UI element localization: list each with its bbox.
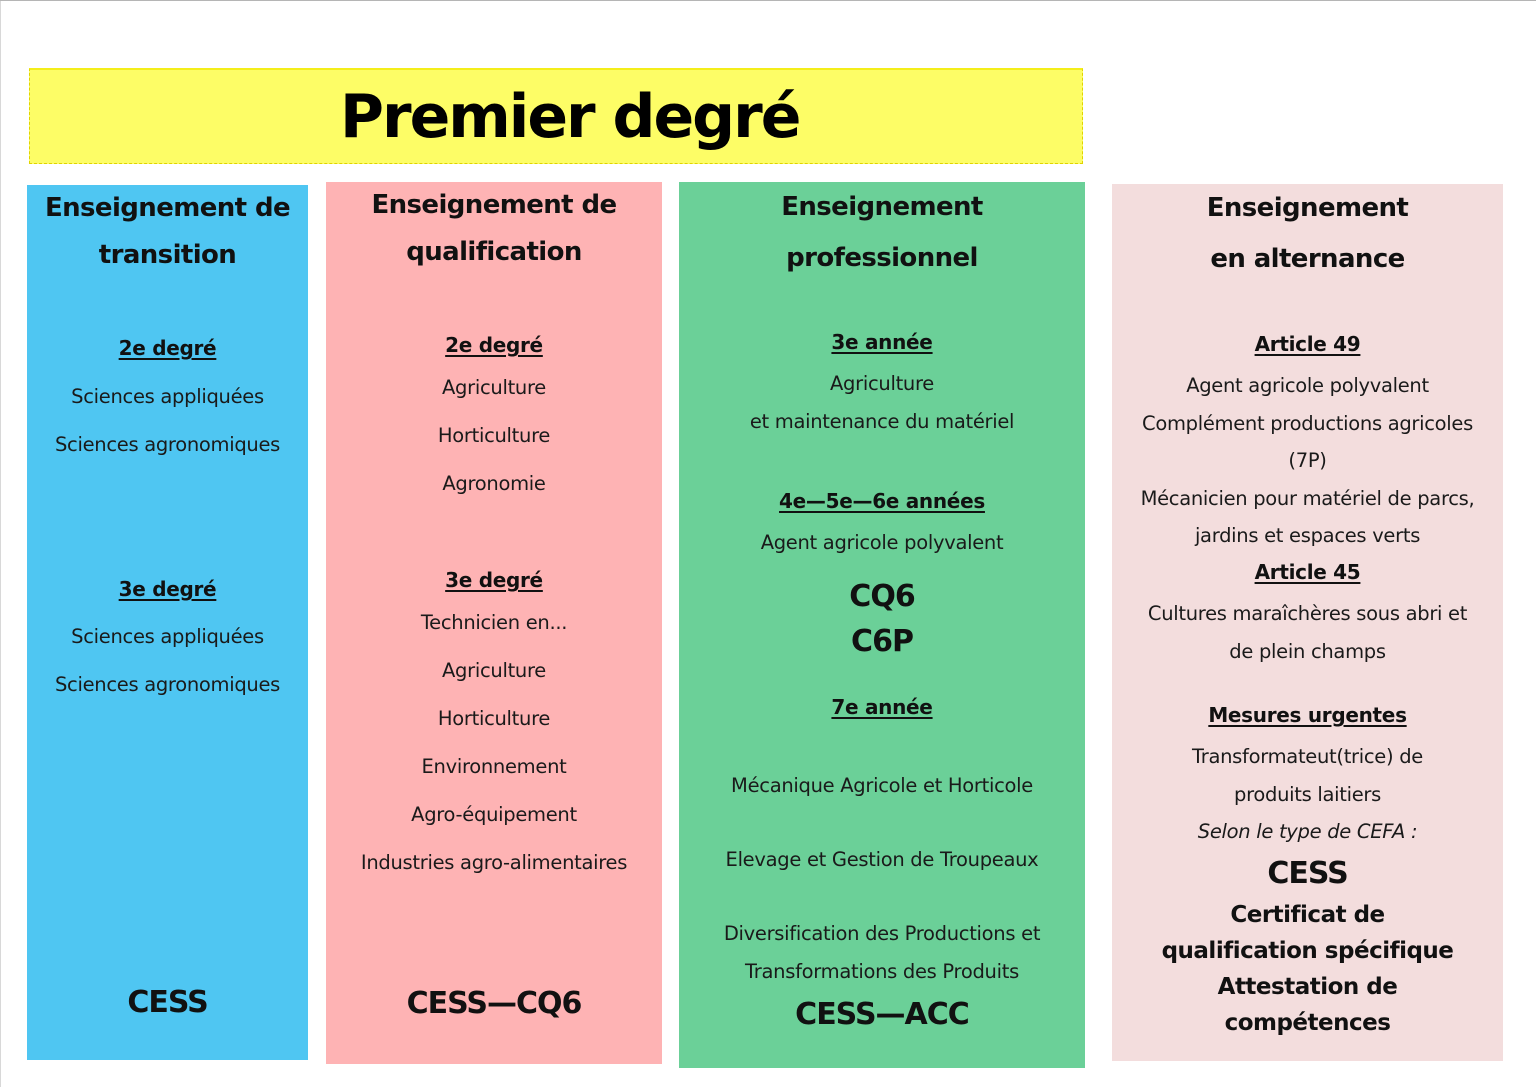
section-heading: 3e année — [831, 330, 933, 354]
list-item: Sciences agronomiques — [54, 673, 281, 696]
banner-title: Premier degré — [340, 82, 800, 152]
certificate-line: compétences — [1224, 1010, 1391, 1036]
certificate-label: C6P — [851, 624, 913, 659]
list-item: Agronomie — [442, 472, 546, 495]
certificate-line: Attestation de — [1217, 974, 1398, 1000]
column-title-line: Enseignement de — [44, 193, 290, 223]
section-heading: 4e—5e—6e années — [779, 489, 985, 513]
section-heading: 2e degré — [118, 336, 217, 360]
list-item: Agent agricole polyvalent — [760, 531, 1004, 554]
note-text: Selon le type de CEFA : — [1197, 820, 1418, 843]
certificate-label: CESS—CQ6 — [406, 986, 582, 1021]
certificate-label: CESS — [1267, 856, 1348, 891]
section-heading: 2e degré — [445, 333, 543, 357]
column-title-line: en alternance — [1210, 244, 1405, 274]
column-title-line: qualification — [406, 237, 582, 267]
list-item: Agro-équipement — [411, 803, 577, 826]
list-item: et maintenance du matériel — [749, 410, 1015, 433]
list-item: Cultures maraîchères sous abri et — [1147, 602, 1468, 625]
section-heading: Article 49 — [1254, 332, 1361, 356]
column-title-line: transition — [98, 240, 237, 270]
list-item: Horticulture — [437, 424, 551, 447]
list-item: Transformations des Produits — [745, 960, 1019, 983]
column-alternance — [1112, 184, 1503, 1061]
certificate-line: qualification spécifique — [1161, 938, 1454, 964]
section-heading: Article 45 — [1254, 560, 1361, 584]
list-item: Agriculture — [830, 372, 934, 395]
column-professionnel — [679, 182, 1085, 1068]
column-title-line: professionnel — [786, 243, 978, 273]
list-item: Complément productions agricoles — [1142, 412, 1473, 435]
list-item: Mécanique Agricole et Horticole — [731, 774, 1033, 797]
list-item: Horticulture — [437, 707, 551, 730]
list-item: Agent agricole polyvalent — [1186, 374, 1429, 397]
list-item: Mécanicien pour matériel de parcs, — [1140, 487, 1475, 510]
certificate-label: CESS — [127, 985, 208, 1020]
list-item: Elevage et Gestion de Troupeaux — [725, 848, 1039, 871]
list-item: produits laitiers — [1234, 783, 1381, 806]
list-item: de plein champs — [1229, 640, 1386, 663]
list-item: Sciences agronomiques — [54, 433, 281, 456]
column-title-line: Enseignement — [781, 192, 983, 222]
certificate-label: CQ6 — [849, 579, 915, 614]
column-title-line: Enseignement de — [371, 190, 617, 220]
list-item: Agriculture — [442, 376, 546, 399]
section-heading: 7e année — [831, 695, 933, 719]
certificate-line: Certificat de — [1230, 902, 1385, 928]
list-item: Transformateut(trice) de — [1192, 745, 1423, 768]
list-item: Agriculture — [442, 659, 546, 682]
certificate-label: CESS—ACC — [795, 997, 969, 1032]
list-item: Technicien en... — [420, 611, 568, 634]
list-item: (7P) — [1288, 449, 1327, 472]
list-item: jardins et espaces verts — [1194, 524, 1421, 547]
column-transition — [27, 185, 308, 1060]
list-item: Sciences appliquées — [71, 625, 264, 648]
section-heading: 3e degré — [118, 577, 217, 601]
list-item: Environnement — [421, 755, 567, 778]
page-edge — [0, 1, 1, 1087]
list-item: Sciences appliquées — [71, 385, 264, 408]
section-heading: 3e degré — [445, 568, 543, 592]
section-heading: Mesures urgentes — [1208, 703, 1407, 727]
column-qualification — [326, 182, 662, 1064]
title-banner — [29, 68, 1083, 164]
column-title-line: Enseignement — [1206, 193, 1409, 223]
list-item: Industries agro-alimentaires — [360, 851, 628, 874]
list-item: Diversification des Productions et — [723, 922, 1041, 945]
